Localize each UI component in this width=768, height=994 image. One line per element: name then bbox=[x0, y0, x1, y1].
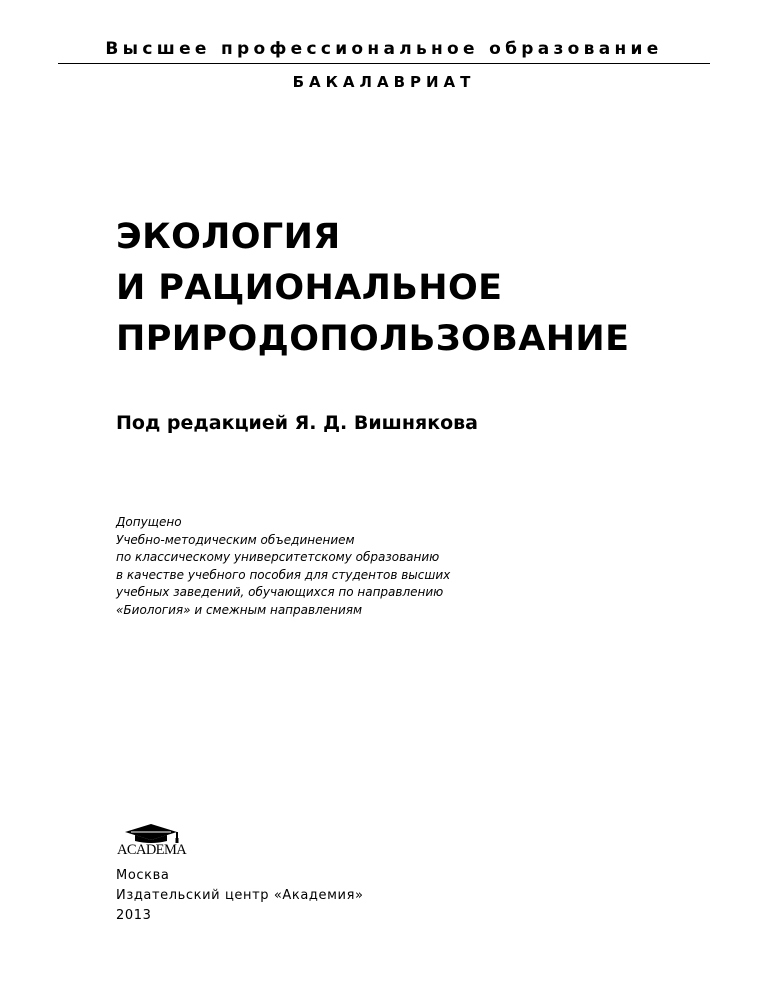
publisher-name: Издательский центр «Академия» bbox=[116, 888, 364, 903]
publisher-logo bbox=[117, 822, 207, 862]
editor-line: Под редакцией Я. Д. Вишнякова bbox=[116, 412, 478, 434]
logo-wordmark: ACADEMA bbox=[117, 842, 187, 858]
approval-line: учебных заведений, обучающихся по направлению bbox=[116, 585, 444, 599]
book-title-line: ПРИРОДОПОЛЬЗОВАНИЕ bbox=[116, 319, 630, 359]
imprint bbox=[116, 866, 364, 926]
header-divider bbox=[58, 63, 710, 64]
book-title bbox=[116, 212, 629, 365]
book-title-line: И РАЦИОНАЛЬНОЕ bbox=[116, 268, 503, 308]
approval-line: Допущено bbox=[116, 515, 182, 529]
graduation-cap-icon bbox=[117, 822, 207, 844]
publisher-city: Москва bbox=[116, 868, 170, 883]
approval-line: «Биология» и смежным направлениям bbox=[116, 602, 363, 617]
approval-line: Учебно-методическим объединением bbox=[116, 532, 355, 547]
publication-year: 2013 bbox=[116, 908, 152, 923]
series-title: Высшее профессиональное образование bbox=[105, 39, 663, 59]
approval-line: по классическому университетскому образованию bbox=[116, 550, 440, 564]
approval-line: в качестве учебного пособия для студентов высших bbox=[116, 567, 451, 582]
approval-statement bbox=[116, 514, 450, 619]
book-title-line: ЭКОЛОГИЯ bbox=[116, 217, 341, 257]
education-level: БАКАЛАВРИАТ bbox=[292, 73, 476, 91]
